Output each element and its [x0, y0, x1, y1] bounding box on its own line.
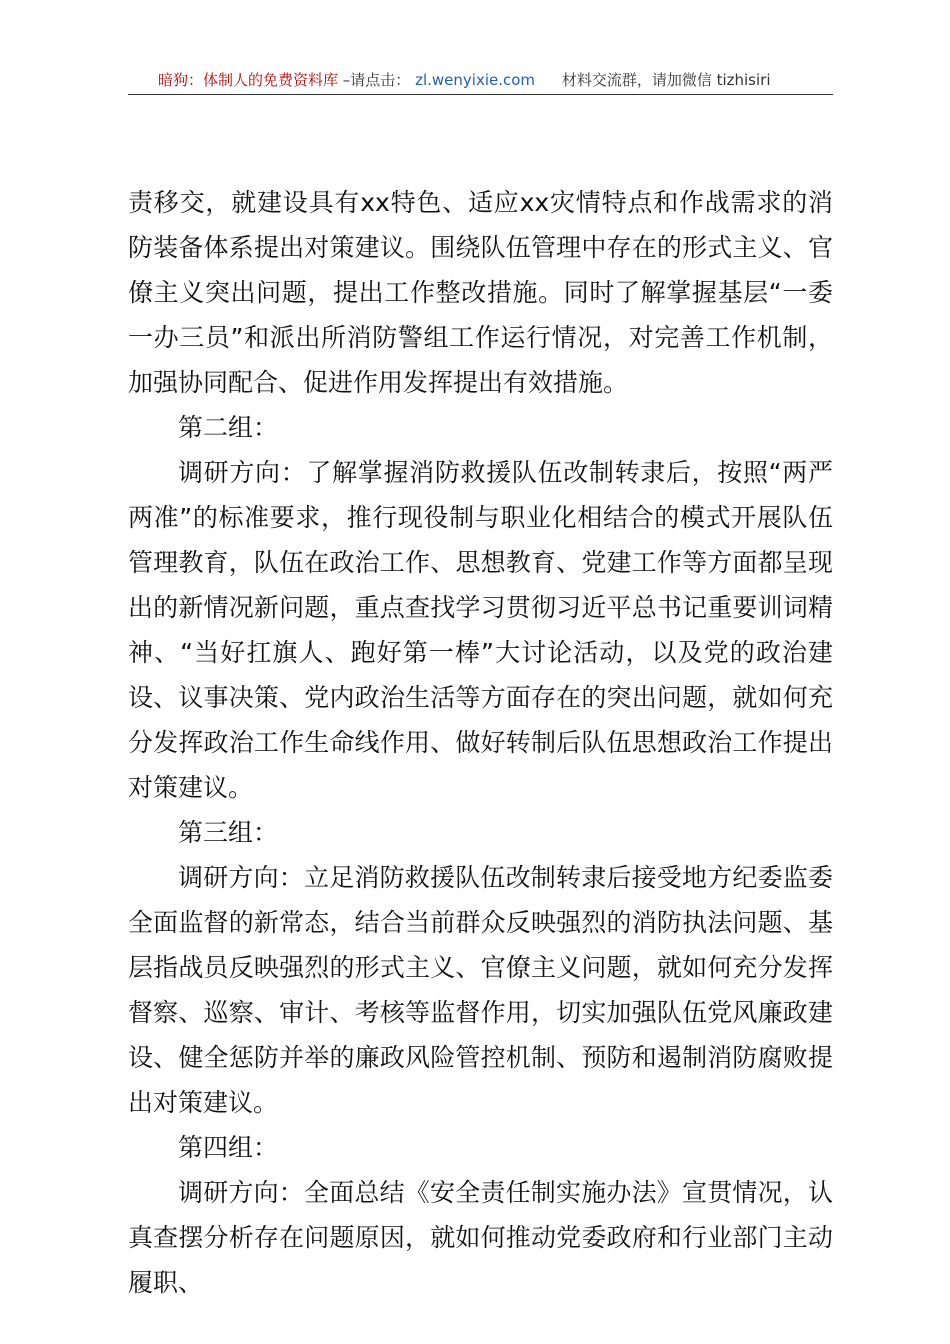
header-site-link[interactable]: zl.wenyixie.com: [415, 71, 536, 89]
group-2-heading: 第二组：: [178, 413, 279, 442]
header-brand: 暗狗：体制人的免费资料库: [158, 71, 339, 89]
group-2-paragraph: 调研方向：了解掌握消防救援队伍改制转隶后，按照“两严两准”的标准要求，推行现役制与职业化相结合的模式开展队伍管理教育，队伍在政治工作、思想教育、党建工作等方面都呈现出的新情况新问题，重点查找学习贯彻习近平总书记重要训词精神、“当好扛旗人、跑好第一棒”大讨论活动，以及党的政治建设、议事决策、党内政治生活等方面存在的突出问题，就如何充分发挥政治工作生命线作用、做好转制后队伍思想政治工作提出对策建议。: [128, 458, 833, 802]
header-dash: –: [338, 71, 351, 89]
group-4-paragraph: 调研方向：全面总结《安全责任制实施办法》宣贯情况，认真查摆分析存在问题原因，就如何推动党委政府和行业部门主动履职、: [128, 1178, 833, 1297]
header-group-note: 材料交流群，请加微信 tizhisiri: [561, 71, 771, 89]
group-4-heading: 第四组：: [178, 1133, 279, 1162]
header-prompt: 请点击：: [350, 71, 411, 89]
page-header: [128, 68, 833, 95]
document-body: [128, 180, 833, 1305]
group-3-heading: 第三组：: [178, 818, 279, 847]
group-3-paragraph: 调研方向：立足消防救援队伍改制转隶后接受地方纪委监委全面监督的新常态，结合当前群众反映强烈的消防执法问题、基层指战员反映强烈的形式主义、官僚主义问题，就如何充分发挥督察、巡察、审计、考核等监督作用，切实加强队伍党风廉政建设、健全惩防并举的廉政风险管控机制、预防和遏制消防腐败提出对策建议。: [128, 863, 833, 1117]
paragraph-continued: 责移交，就建设具有xx特色、适应xx灾情特点和作战需求的消防装备体系提出对策建议。围绕队伍管理中存在的形式主义、官僚主义突出问题，提出工作整改措施。同时了解掌握基层“一委一办三员”和派出所消防警组工作运行情况，对完善工作机制，加强协同配合、促进作用发挥提出有效措施。: [128, 188, 833, 397]
